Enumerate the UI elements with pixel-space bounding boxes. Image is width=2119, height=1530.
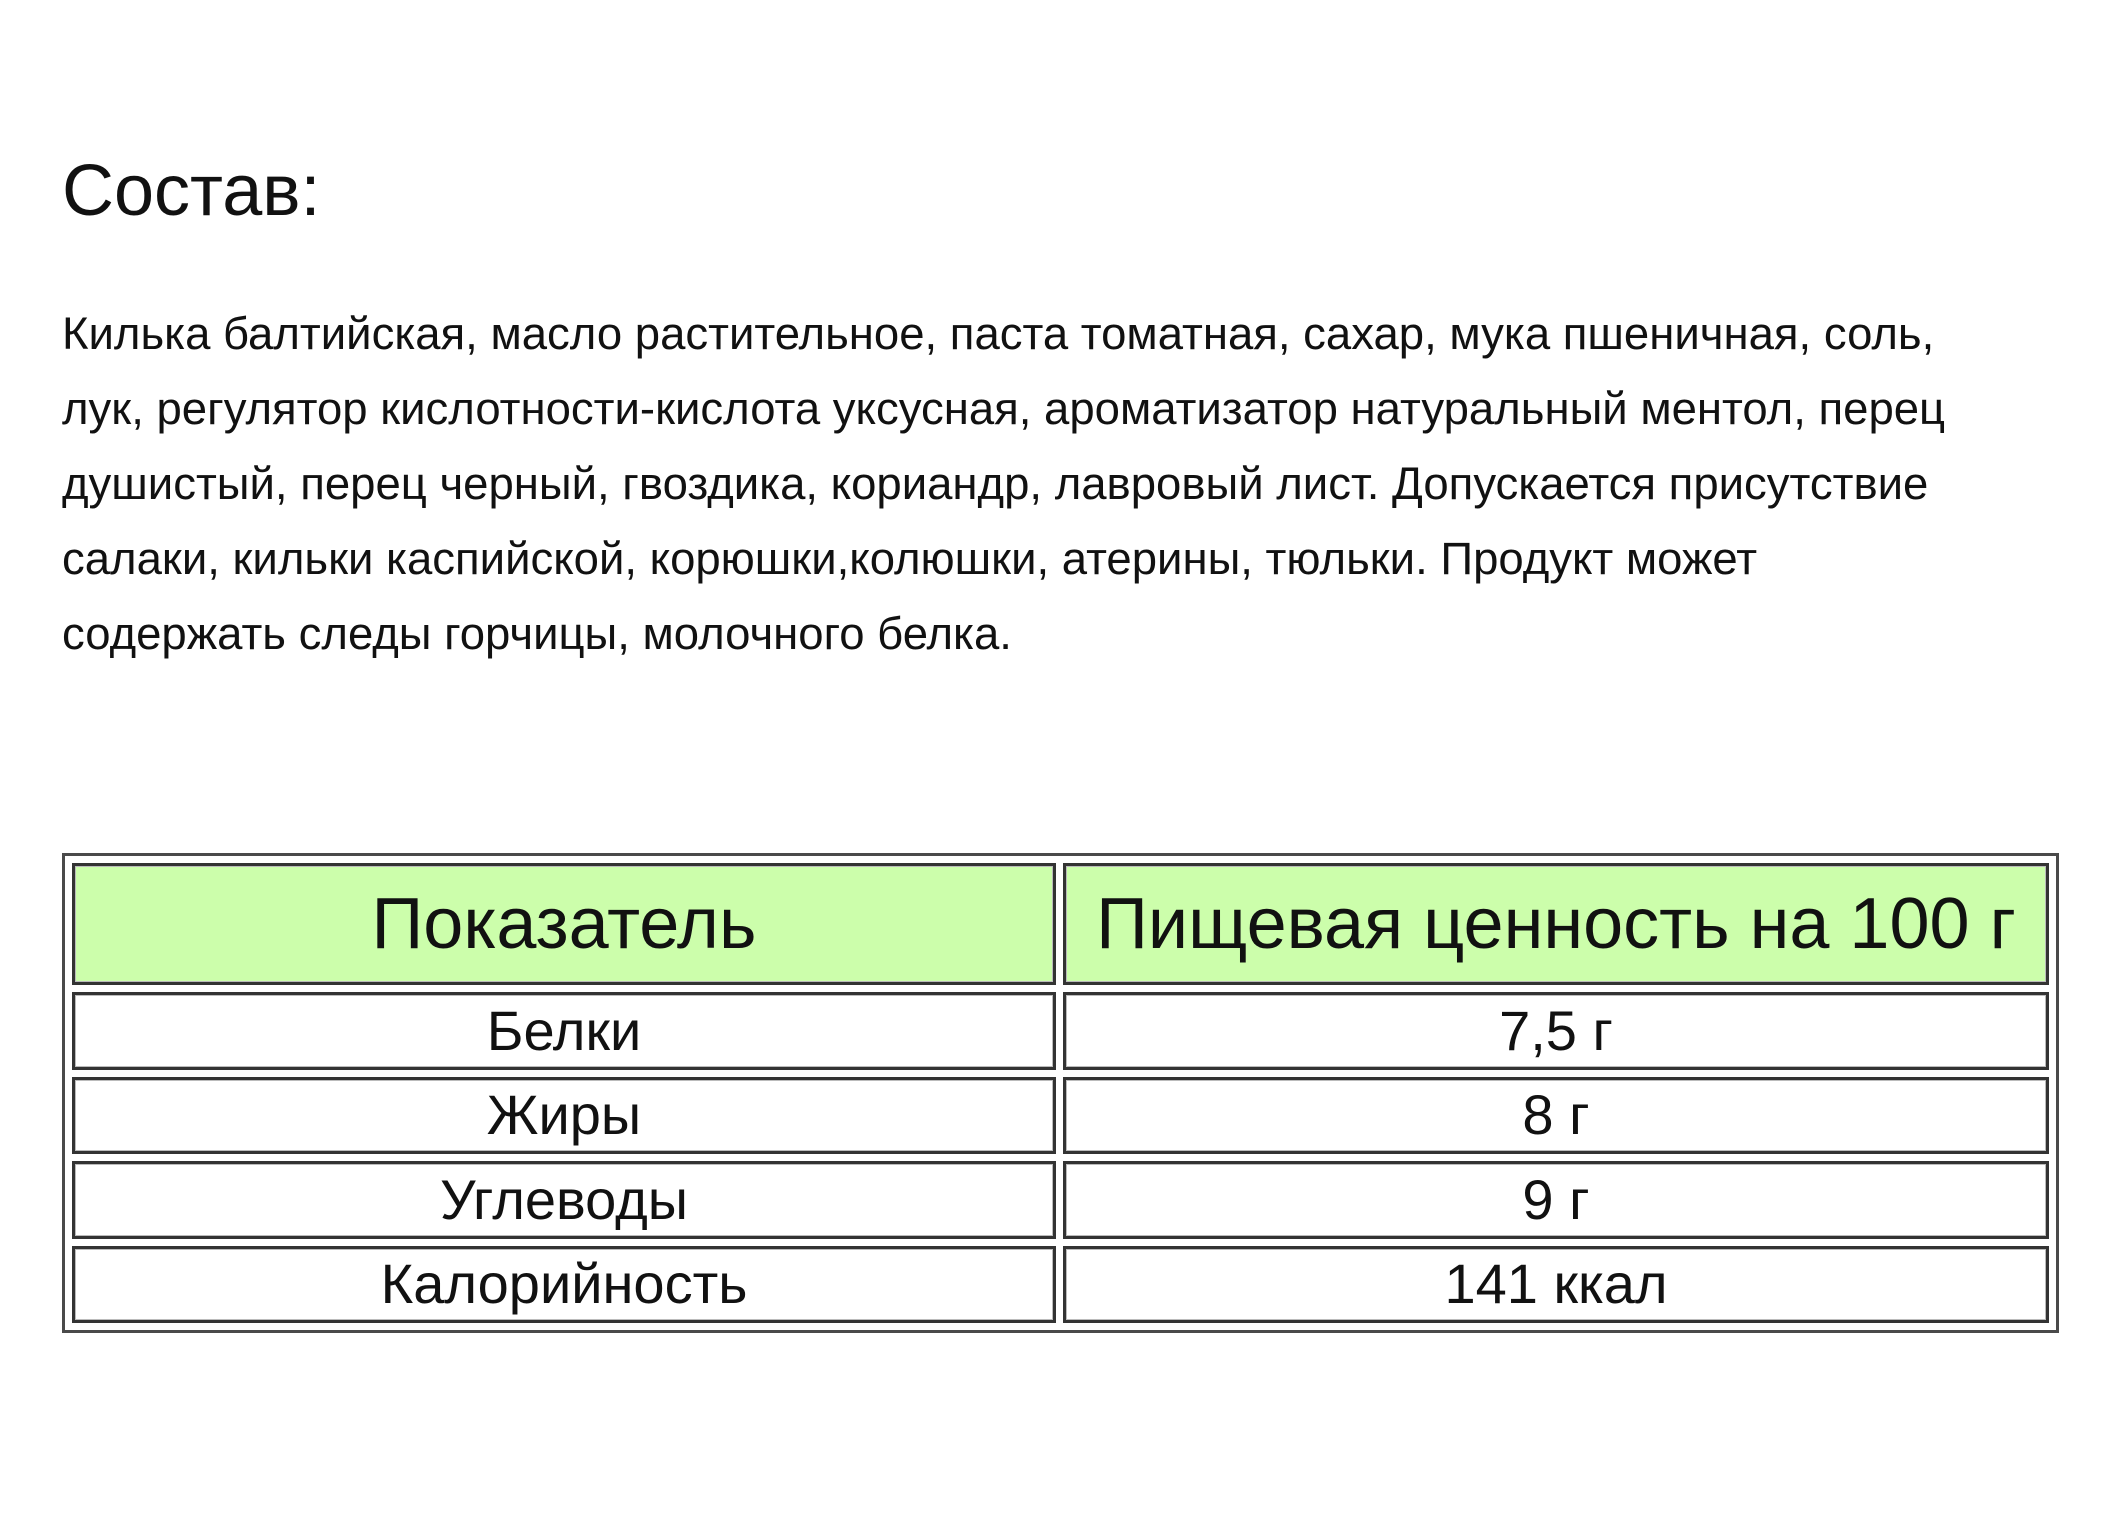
composition-text [62, 296, 2082, 671]
row-label-calories: Калорийность [72, 1246, 1056, 1324]
row-label-carbohydrates: Углеводы [72, 1161, 1056, 1239]
composition-line: душистый, перец черный, гвоздика, кориандр, лавровый лист. Допускается присутствие [62, 458, 1929, 509]
composition-line: содержать следы горчицы, молочного белка. [62, 608, 1012, 659]
page-title: Состав: [62, 151, 321, 231]
table-row [72, 1161, 2049, 1239]
row-value-carbohydrates: 9 г [1063, 1161, 2049, 1239]
table-header-row [72, 863, 2049, 985]
table-row [72, 1246, 2049, 1324]
nutrition-table [62, 853, 2059, 1333]
composition-line: салаки, кильки каспийской, корюшки,колюшки, атерины, тюльки. Продукт может [62, 533, 1758, 584]
row-value-fat: 8 г [1063, 1077, 2049, 1155]
composition-line: Килька балтийская, масло растительное, паста томатная, сахар, мука пшеничная, соль, [62, 308, 1935, 359]
table-row [72, 1077, 2049, 1155]
header-nutritional-value: Пищевая ценность на 100 г [1063, 863, 2049, 985]
row-value-calories: 141 ккал [1063, 1246, 2049, 1324]
row-label-fat: Жиры [72, 1077, 1056, 1155]
table-row [72, 992, 2049, 1070]
header-indicator: Показатель [72, 863, 1056, 985]
row-value-protein: 7,5 г [1063, 992, 2049, 1070]
composition-line: лук, регулятор кислотности-кислота уксусная, ароматизатор натуральный ментол, перец [62, 383, 1946, 434]
row-label-protein: Белки [72, 992, 1056, 1070]
